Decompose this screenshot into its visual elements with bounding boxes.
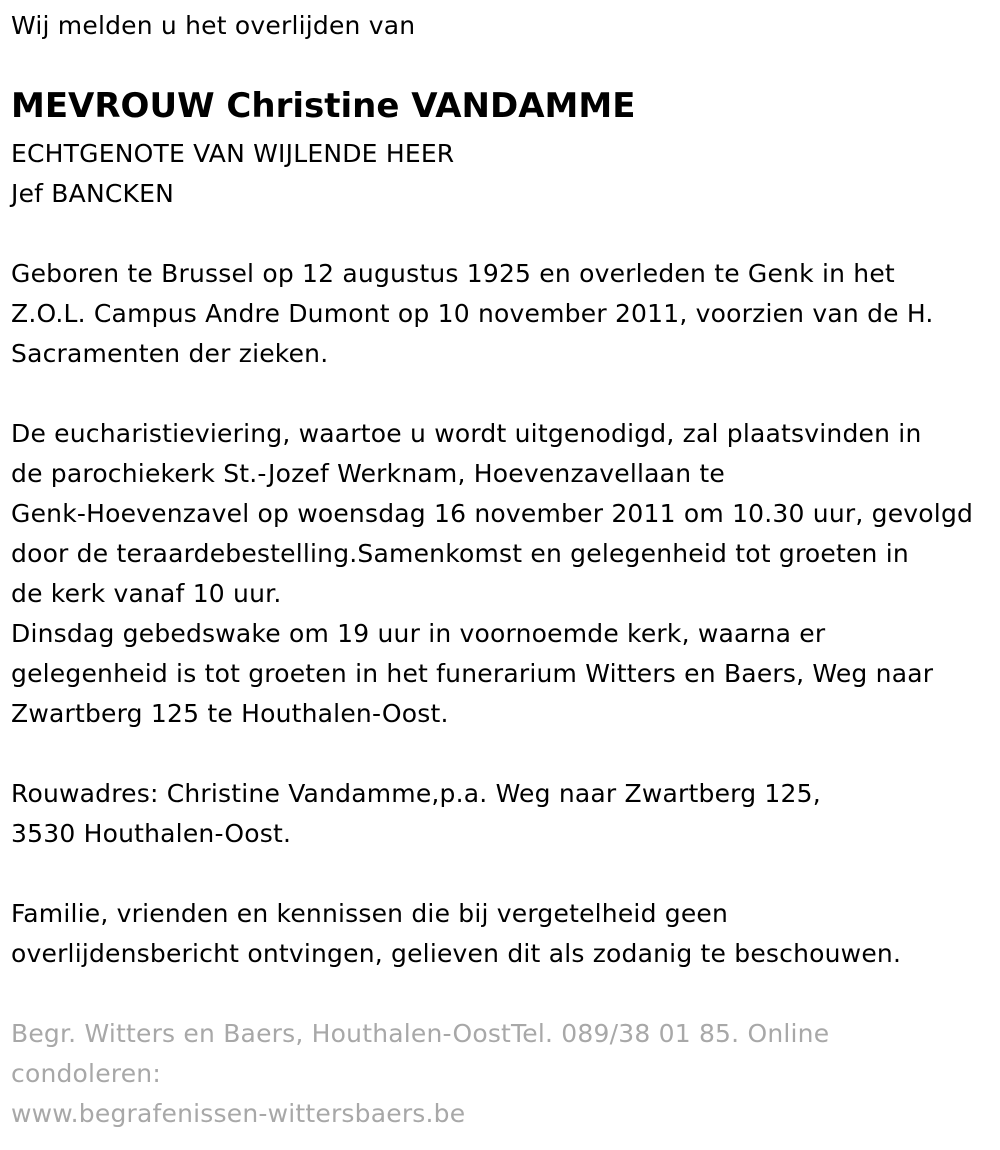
birth-death-paragraph <box>11 254 934 374</box>
ceremony-paragraph <box>11 414 973 734</box>
spouse-name: Jef BANCKEN <box>11 179 175 208</box>
family-note <box>11 894 901 974</box>
footer-line: condoleren: <box>11 1059 161 1088</box>
paragraph-line: Genk-Hoevenzavel op woensdag 16 november 2011 om 10.30 uur, gevolgd <box>11 499 974 528</box>
address-line: Rouwadres: Christine Vandamme,p.a. Weg naar Zwartberg 125, <box>11 779 821 808</box>
paragraph-line: De eucharistieviering, waartoe u wordt uitgenodigd, zal plaatsvinden in <box>11 419 922 448</box>
deceased-name: MEVROUW Christine VANDAMME <box>11 86 636 126</box>
paragraph-line: Geboren te Brussel op 12 augustus 1925 en overleden te Genk in het <box>11 259 895 288</box>
paragraph-line: Z.O.L. Campus Andre Dumont op 10 november 2011, voorzien van de H. <box>11 299 934 328</box>
intro-text: Wij melden u het overlijden van <box>11 11 416 40</box>
paragraph-line: de kerk vanaf 10 uur. <box>11 579 282 608</box>
funeral-home-footer <box>11 1014 829 1134</box>
paragraph-line: door de teraardebestelling.Samenkomst en gelegenheid tot groeten in <box>11 539 909 568</box>
paragraph-line: Sacramenten der zieken. <box>11 339 329 368</box>
paragraph-line: Familie, vrienden en kennissen die bij vergetelheid geen <box>11 899 729 928</box>
address-line: 3530 Houthalen-Oost. <box>11 819 292 848</box>
mourning-address <box>11 774 821 854</box>
footer-line: Begr. Witters en Baers, Houthalen-OostTel. 089/38 01 85. Online <box>11 1019 830 1048</box>
footer-website-link[interactable]: www.begrafenissen-wittersbaers.be <box>11 1099 466 1128</box>
spouse-line: ECHTGENOTE VAN WIJLENDE HEER <box>11 139 455 168</box>
spouse-block <box>11 134 454 214</box>
paragraph-line: Dinsdag gebedswake om 19 uur in voornoemde kerk, waarna er <box>11 619 826 648</box>
paragraph-line: Zwartberg 125 te Houthalen-Oost. <box>11 699 449 728</box>
paragraph-line: gelegenheid is tot groeten in het funerarium Witters en Baers, Weg naar <box>11 659 934 688</box>
paragraph-line: overlijdensbericht ontvingen, gelieven dit als zodanig te beschouwen. <box>11 939 902 968</box>
paragraph-line: de parochiekerk St.-Jozef Werknam, Hoevenzavellaan te <box>11 459 725 488</box>
